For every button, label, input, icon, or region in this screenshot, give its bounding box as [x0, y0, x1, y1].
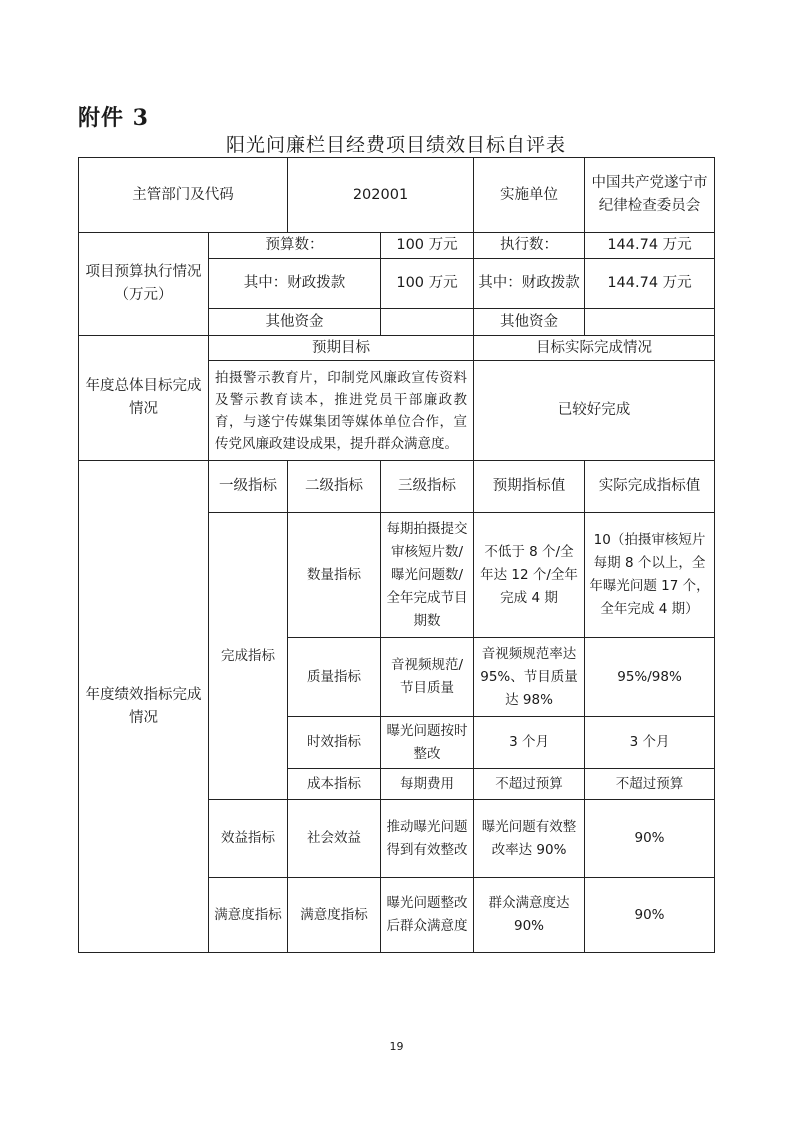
perf-label: 年度绩效指标完成情况: [79, 461, 209, 953]
level2-indicator: 社会效益: [288, 800, 381, 878]
budget-value: 100 万元: [381, 233, 474, 259]
level3-indicator: 曝光问题按时整改: [381, 717, 474, 769]
level1-indicator: 效益指标: [209, 800, 288, 878]
budget-key: 预算数：: [209, 233, 381, 259]
level1-indicator: 完成指标: [209, 513, 288, 800]
level2-indicator: 满意度指标: [288, 878, 381, 953]
expected-value: 3 个月: [474, 717, 585, 769]
expected-value: 不超过预算: [474, 769, 585, 800]
expected-value: 不低于 8 个/全年达 12 个/全年完成 4 期: [474, 513, 585, 638]
expected-goal-text: 拍摄警示教育片，印制党风廉政宣传资料及警示教育读本，推进党员干部廉政教育，与遂宁传媒集团等媒体单位合作，宣传党风廉政建设成果，提升群众满意度。: [209, 361, 474, 461]
page-number: 19: [389, 1040, 404, 1053]
impl-unit-value: 中国共产党遂宁市纪律检查委员会: [585, 158, 715, 233]
actual-value: 95%/98%: [585, 638, 715, 717]
level3-indicator: 曝光问题整改后群众满意度: [381, 878, 474, 953]
header-level2: 二级指标: [288, 461, 381, 513]
exec-key: 执行数：: [474, 233, 585, 259]
dept-label: 主管部门及代码: [79, 158, 288, 233]
budget-value: 100 万元: [381, 259, 474, 309]
actual-value: 10（拍摄审核短片每期 8 个以上，全年曝光问题 17 个，全年完成 4 期）: [585, 513, 715, 638]
level2-indicator: 时效指标: [288, 717, 381, 769]
budget-key: 其他资金: [209, 309, 381, 336]
exec-key: 其他资金: [474, 309, 585, 336]
level3-indicator: 每期拍摄提交审核短片数/曝光问题数/全年完成节目期数: [381, 513, 474, 638]
expected-value: 群众满意度达 90%: [474, 878, 585, 953]
impl-unit-label: 实施单位: [474, 158, 585, 233]
actual-goal-header: 目标实际完成情况: [474, 336, 715, 361]
exec-value: [585, 309, 715, 336]
actual-value: 不超过预算: [585, 769, 715, 800]
level2-indicator: 数量指标: [288, 513, 381, 638]
exec-key: 其中：财政拨款: [474, 259, 585, 309]
level3-indicator: 每期费用: [381, 769, 474, 800]
header-level3: 三级指标: [381, 461, 474, 513]
page-title: 阳光问廉栏目经费项目绩效目标自评表: [225, 134, 566, 156]
attachment-label: 附件 3: [78, 105, 149, 131]
header-expected: 预期指标值: [474, 461, 585, 513]
level2-indicator: 质量指标: [288, 638, 381, 717]
exec-value: 144.74 万元: [585, 233, 715, 259]
header-level1: 一级指标: [209, 461, 288, 513]
actual-value: 90%: [585, 878, 715, 953]
expected-value: 曝光问题有效整改率达 90%: [474, 800, 585, 878]
expected-value: 音视频规范率达 95%、节目质量达 98%: [474, 638, 585, 717]
overall-goal-label: 年度总体目标完成情况: [79, 336, 209, 461]
level3-indicator: 推动曝光问题得到有效整改: [381, 800, 474, 878]
level2-indicator: 成本指标: [288, 769, 381, 800]
budget-value: [381, 309, 474, 336]
expected-goal-header: 预期目标: [209, 336, 474, 361]
level1-indicator: 满意度指标: [209, 878, 288, 953]
actual-goal-text: 已较好完成: [474, 361, 715, 461]
dept-code: 202001: [288, 158, 474, 233]
actual-value: 90%: [585, 800, 715, 878]
evaluation-table: [78, 157, 715, 953]
budget-key: 其中：财政拨款: [209, 259, 381, 309]
header-actual: 实际完成指标值: [585, 461, 715, 513]
budget-label: 项目预算执行情况（万元）: [79, 233, 209, 336]
level3-indicator: 音视频规范/节目质量: [381, 638, 474, 717]
exec-value: 144.74 万元: [585, 259, 715, 309]
actual-value: 3 个月: [585, 717, 715, 769]
